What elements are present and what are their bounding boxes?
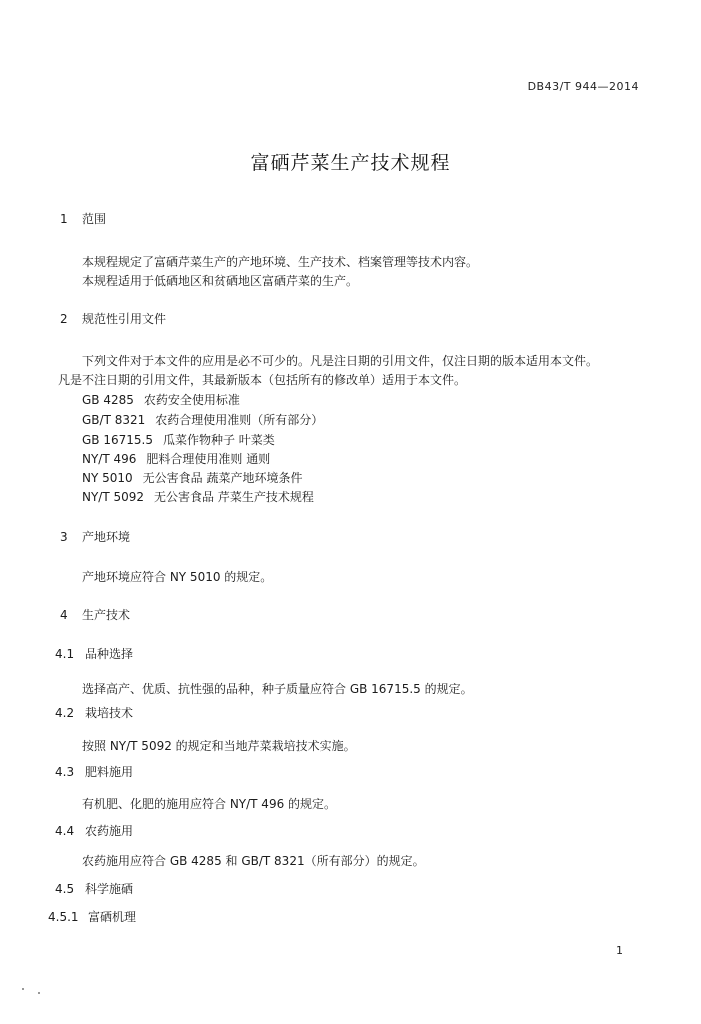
section-3-heading bbox=[60, 528, 130, 545]
subsection-title: 肥料施用 bbox=[85, 765, 134, 779]
reference-item bbox=[82, 391, 240, 408]
subsubsection-title: 富硒机理 bbox=[88, 910, 137, 924]
subsection-4-2-heading bbox=[55, 704, 133, 721]
reference-code: NY/T 496 bbox=[82, 452, 137, 466]
document-title: 富硒芹菜生产技术规程 bbox=[250, 152, 451, 174]
reference-item bbox=[82, 469, 303, 486]
subsection-number: 4.1 bbox=[55, 647, 75, 661]
subsection-number: 4.3 bbox=[55, 765, 75, 779]
reference-name: 瓜菜作物种子 叶菜类 bbox=[162, 433, 275, 447]
reference-item bbox=[82, 411, 323, 428]
reference-code: NY 5010 bbox=[82, 471, 133, 485]
reference-name: 农药安全使用标准 bbox=[143, 393, 240, 407]
subsection-number: 4.5 bbox=[55, 882, 75, 896]
reference-item bbox=[82, 431, 275, 448]
reference-name: 肥料合理使用准则 通则 bbox=[146, 452, 271, 466]
reference-item bbox=[82, 488, 314, 505]
reference-name: 无公害食品 芹菜生产技术规程 bbox=[154, 490, 314, 504]
subsection-4-5-heading bbox=[55, 880, 133, 897]
reference-code: GB/T 8321 bbox=[82, 413, 146, 427]
scan-speck bbox=[38, 992, 40, 994]
section-2-heading bbox=[60, 310, 166, 327]
section-title: 产地环境 bbox=[82, 530, 131, 544]
page-number: 1 bbox=[616, 944, 623, 957]
section-title: 范围 bbox=[82, 212, 107, 226]
subsection-title: 农药施用 bbox=[85, 824, 134, 838]
paragraph: 下列文件对于本文件的应用是必不可少的。凡是注日期的引用文件，仅注日期的版本适用本文件。 bbox=[82, 354, 599, 368]
paragraph: 凡是不注日期的引用文件，其最新版本（包括所有的修改单）适用于本文件。 bbox=[58, 373, 467, 387]
paragraph: 选择高产、优质、抗性强的品种，种子质量应符合 GB 16715.5 的规定。 bbox=[82, 682, 473, 696]
paragraph: 按照 NY/T 5092 的规定和当地芹菜栽培技术实施。 bbox=[82, 739, 356, 753]
reference-code: GB 4285 bbox=[82, 393, 134, 407]
document-code: DB43/T 944—2014 bbox=[527, 80, 639, 93]
paragraph: 产地环境应符合 NY 5010 的规定。 bbox=[82, 570, 273, 584]
reference-code: NY/T 5092 bbox=[82, 490, 145, 504]
paragraph: 本规程适用于低硒地区和贫硒地区富硒芹菜的生产。 bbox=[82, 274, 359, 288]
section-number: 3 bbox=[60, 530, 68, 544]
subsubsection-4-5-1-heading bbox=[48, 908, 136, 925]
reference-code: GB 16715.5 bbox=[82, 433, 153, 447]
reference-name: 农药合理使用准则（所有部分） bbox=[155, 413, 324, 427]
subsection-number: 4.4 bbox=[55, 824, 75, 838]
paragraph: 农药施用应符合 GB 4285 和 GB/T 8321（所有部分）的规定。 bbox=[82, 854, 425, 868]
paragraph: 本规程规定了富硒芹菜生产的产地环境、生产技术、档案管理等技术内容。 bbox=[82, 255, 479, 269]
section-number: 2 bbox=[60, 312, 68, 326]
section-1-heading bbox=[60, 210, 106, 227]
section-4-heading bbox=[60, 606, 130, 623]
subsection-4-3-heading bbox=[55, 763, 133, 780]
section-number: 4 bbox=[60, 608, 68, 622]
subsection-number: 4.2 bbox=[55, 706, 75, 720]
scan-speck bbox=[22, 988, 24, 990]
section-number: 1 bbox=[60, 212, 68, 226]
reference-item bbox=[82, 450, 270, 467]
subsection-title: 栽培技术 bbox=[85, 706, 134, 720]
subsubsection-number: 4.5.1 bbox=[48, 910, 79, 924]
section-title: 生产技术 bbox=[82, 608, 131, 622]
subsection-title: 科学施硒 bbox=[85, 882, 134, 896]
subsection-4-4-heading bbox=[55, 822, 133, 839]
reference-name: 无公害食品 蔬菜产地环境条件 bbox=[142, 471, 303, 485]
subsection-4-1-heading bbox=[55, 645, 133, 662]
paragraph: 有机肥、化肥的施用应符合 NY/T 496 的规定。 bbox=[82, 797, 337, 811]
section-title: 规范性引用文件 bbox=[82, 312, 167, 326]
subsection-title: 品种选择 bbox=[85, 647, 134, 661]
